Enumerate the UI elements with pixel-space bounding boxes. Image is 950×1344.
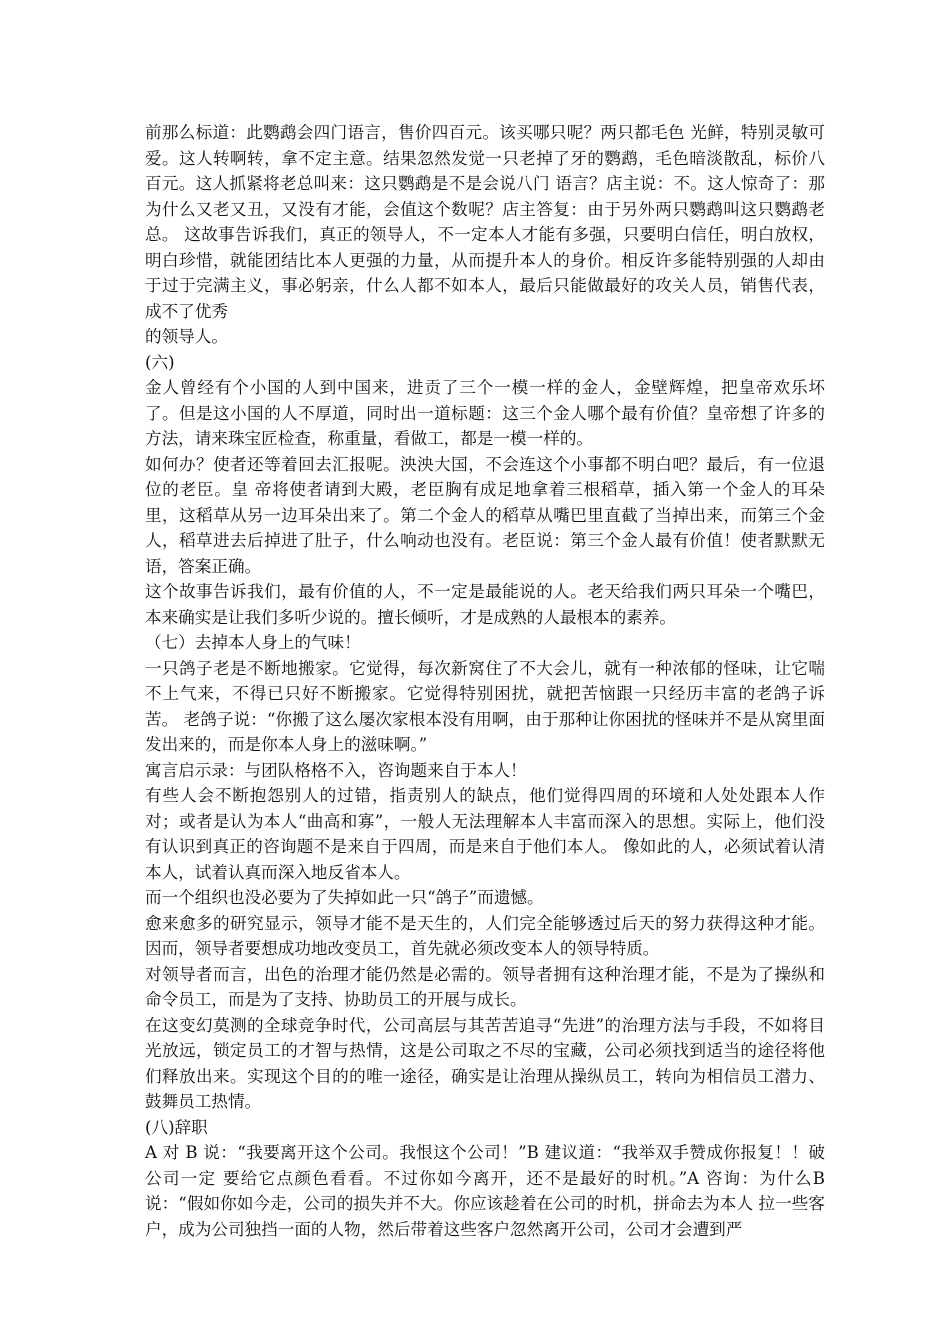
section-heading-8: (八)辞职 xyxy=(145,1117,208,1137)
paragraph-fable-revelation: 寓言启示录：与团队格格不入，咨询题来自于本人！ xyxy=(145,760,527,780)
paragraph-golden-men-intro: 金人曾经有个小国的人到中国来，进贡了三个一模一样的金人，金壁辉煌，把皇帝欢乐坏了。但是这小国的人不厚道，同时出一道标题：这三个金人哪个最有价值？皇帝想了许多的方法，请来珠宝匠检查，称重量，看做工，都是一模一样的。 xyxy=(145,378,825,448)
paragraph-self-reflection: 有些人会不断抱怨别人的过错，指责别人的缺点，他们觉得四周的环境和人处处跟本人作对；或者是认为本人“曲高和寡”，一般人无法理解本人丰富而深入的思想。实际上，他们没有认识到真正的咨询题不是来自于四周，而是来自于他们本人。 像如此的人，必须试着认清本人，试着认真而深入地反省本人。 xyxy=(145,786,825,882)
paragraph-parrot-ending: 的领导人。 xyxy=(145,327,228,346)
section-heading-7: （七）去掉本人身上的气味！ xyxy=(145,633,361,652)
paragraph-leadership-research: 愈来愈多的研究显示，领导才能不是天生的，人们完全能够透过后天的努力获得这种才能。因而，领导者要想成功地改变员工，首先就必须改变本人的领导特质。 xyxy=(145,913,825,958)
section-heading-6: (六) xyxy=(145,352,175,372)
paragraph-parrot-story: 前那么标道：此鹦鹉会四门语言，售价四百元。该买哪只呢？两只都毛色 光鲜，特别灵敏可爱。这人转啊转，拿不定主意。结果忽然发觉一只老掉了牙的鹦鹉，毛色暗淡散乱，标价八百元。这人抓紧将老总叫来：这只鹦鹉是不是会说八门 语言？店主说：不。这人惊奇了：那为什么又老又丑，又没有才能，会值这个数呢？店主答复：由于另外两只鹦鹉叫这只鹦鹉老总。 这故事告诉我们，真正的领导人，不一定本人才能有多强，只要明白信任，明白放权，明白珍惜，就能团结比本人更强的力量，从而提升本人的身价。相反许多能特别强的人却由于过于完满主义，事必躬亲，什么人都不如本人，最后只能做最好的攻关人员，销售代表，成不了优秀 xyxy=(145,123,825,321)
paragraph-global-competition: 在这变幻莫测的全球竞争时代，公司高层与其苦苦追寻“先进”的治理方法与手段，不如将目光放远，锁定员工的才智与热情，这是公司取之不尽的宝藏，公司必须找到适当的途径将他们释放出来。实现这个目的的唯一途径，确实是让治理从操纵员工，转向为相信员工潜力、鼓舞员工热情。 xyxy=(145,1015,825,1111)
document-body xyxy=(145,120,825,1242)
paragraph-golden-men-test: 如何办？使者还等着回去汇报呢。泱泱大国，不会连这个小事都不明白吧？最后，有一位退位的老臣。皇 帝将使者请到大殿，老臣胸有成足地拿着三根稻草，插入第一个金人的耳朵里，这稻草从另一边耳朵出来了。第二个金人的稻草从嘴巴里直截了当掉出来，而第三个金 人，稻草进去后掉进了肚子，什么响动也没有。老臣说：第三个金人最有价值！使者默默无语，答案正确。 xyxy=(145,454,825,576)
paragraph-pigeon-story: 一只鸽子老是不断地搬家。它觉得，每次新窝住了不大会儿，就有一种浓郁的怪味，让它喘不上气来，不得已只好不断搬家。它觉得特别困扰，就把苦恼跟一只经历丰富的老鸽子诉苦。 老鸽子说：“你搬了这么屡次家根本没有用啊，由于那种让你困扰的怪味并不是从窝里面发出来的，而是你本人身上的滋味啊。” xyxy=(145,658,825,754)
paragraph-golden-men-moral: 这个故事告诉我们，最有价值的人，不一定是最能说的人。老天给我们两只耳朵一个嘴巴，本来确实是让我们多听少说的。擅长倾听，才是成熟的人最根本的素养。 xyxy=(145,582,825,627)
paragraph-resignation-dialogue: A 对 B 说：“我要离开这个公司。我恨这个公司！”B 建议道：“我举双手赞成你报复！！破公司一定 要给它点颜色看看。不过你如今离开，还不是最好的时机。”A 咨询：为什么B 说：“假如你如今走，公司的损失并不大。你应该趁着在公司的时机，拼命去为本人 拉一些客户，成为公司独挡一面的人物，然后带着这些客户忽然离开公司，公司才会遭到严 xyxy=(145,1143,825,1239)
paragraph-organization: 而一个组织也没必要为了失掉如此一只“鸽子”而遗憾。 xyxy=(145,888,544,907)
paragraph-management-skill: 对领导者而言，出色的治理才能仍然是必需的。领导者拥有这种治理才能，不是为了操纵和命令员工，而是为了支持、协助员工的开展与成长。 xyxy=(145,964,825,1009)
